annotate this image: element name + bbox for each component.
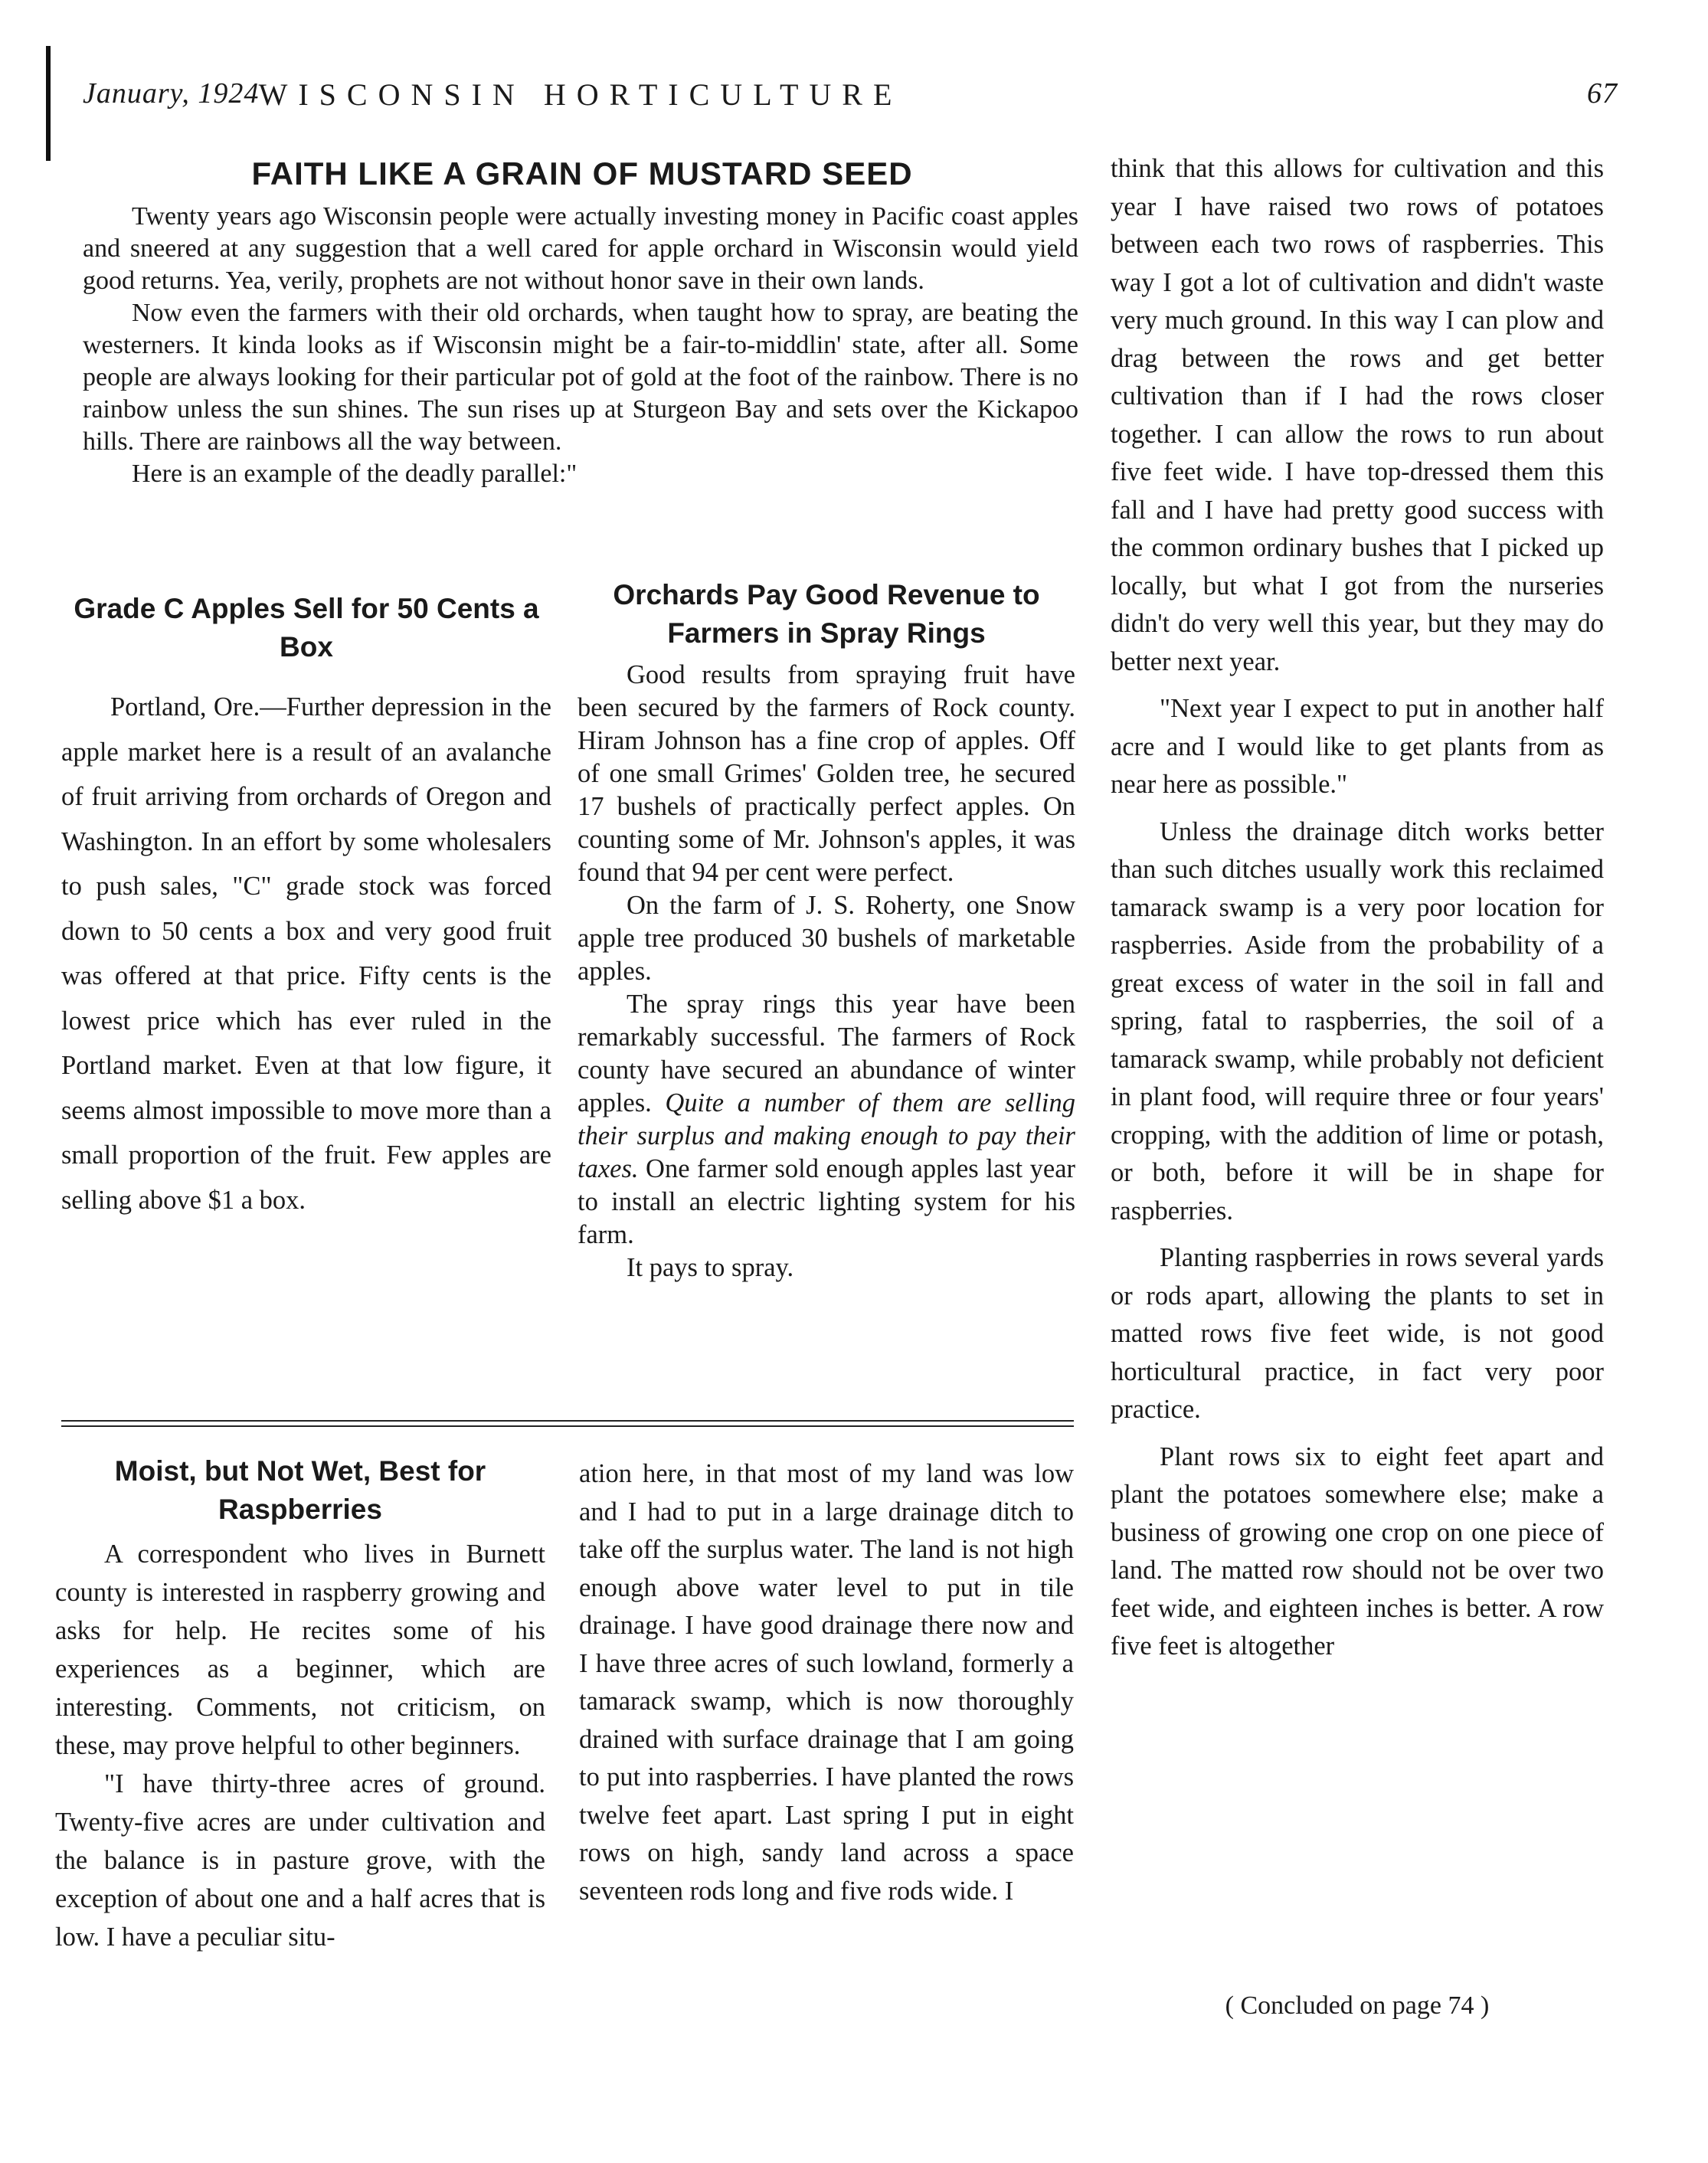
paragraph: ation here, in that most of my land was low and I had to put in a large drainage ditch to take off the surplus water. The land is not high enough above water level to put in tile drainage. I have good drainage there now and I have three acres of such lowland, formerly a tamarack swamp, which is now thoroughly drained with surface drainage that I am going to put into raspberries. I have planted the rows twelve feet apart. Last spring I put in eight rows on high, sandy land across a space seventeen rods long and five rods wide. I <box>579 1459 1074 1906</box>
faith-article-body <box>83 201 1078 490</box>
text-run: One farmer sold enough apples last year to install an electric lighting system for his farm. <box>578 1154 1075 1249</box>
orchards-article-title: Orchards Pay Good Revenue to Farmers in Spray Rings <box>613 579 1040 649</box>
paragraph: Now even the farmers with their old orchards, when taught how to spray, are beating the westerners. It kinda looks as if Wisconsin might be a fair-to-middlin' state, after all. Some people are always looking for their particular pot of gold at the foot of the rainbow. There is no rainbow unless the sun shines. The sun rises up at Sturgeon Bay and sets over the Kickapoo hills. There are rainbows all the way between. <box>83 299 1078 456</box>
continued-note: ( Concluded on page 74 ) <box>1225 1991 1490 2020</box>
paragraph: Unless the drainage ditch works better than such ditches usually work this reclaimed tamarack swamp is a very poor location for raspberries. Aside from the probability of a great excess of water in the soil in fall and spring, fatal to raspberries, the soil of a tamarack swamp, while probably not deficient in plant food, will require three or four years' cropping, with the addition of lime or potash, or both, before it will be in shape for raspberries. <box>1111 816 1604 1225</box>
raspberries-article-title: Moist, but Not Wet, Best for Raspberries <box>114 1455 486 1525</box>
paragraph: Here is an example of the deadly parallel:" <box>132 460 578 488</box>
paragraph: Good results from spraying fruit have been secured by the farmers of Rock county. Hiram Johnson has a fine crop of apples. Off of one small Grimes' Golden tree, he secured 17 bushels of practically perfect apples. On counting some of Mr. Johnson's apples, it was found that 94 per cent were perfect. <box>578 660 1075 887</box>
paragraph: "I have thirty-three acres of ground. Twenty-five acres are under cultivation and the balance is in pasture grove, with the exception of about one and a half acres that is low. I have a peculiar situ- <box>55 1769 545 1952</box>
orchards-article <box>578 576 1075 1284</box>
paragraph <box>578 988 1075 1252</box>
faith-article-title: FAITH LIKE A GRAIN OF MUSTARD SEED <box>251 155 913 191</box>
section-divider <box>61 1420 1074 1427</box>
paragraph: Plant rows six to eight feet apart and plant the potatoes somewhere else; make a business of growing one crop on one piece of land. The matted row should not be over two feet wide, and eighteen inches is better. A row five feet is altogether <box>1111 1441 1604 1661</box>
paragraph: It pays to spray. <box>627 1253 794 1282</box>
paragraph: think that this allows for cultivation and this year I have raised two rows of potatoes between each two rows of raspberries. This way I got a lot of cultivation and didn't waste very much ground. In this way I can plow and drag between the rows and get better cultivation than if I had the rows closer together. I can allow the rows to run about five feet wide. I have top-dressed them this fall and I have had pretty good success with the common ordinary bushes that I picked up locally, but what I got from the nurseries didn't do very well this year, but they may do better next year. <box>1111 154 1604 676</box>
raspberries-article-col3 <box>1111 150 1604 1675</box>
raspberries-article-col1 <box>55 1452 545 1956</box>
paragraph: Twenty years ago Wisconsin people were actually investing money in Pacific coast apples and sneered at any suggestion that a well cared for apple orchard in Wisconsin would yield good returns. Yea, verily, prophets are not without honor save in their own lands. <box>83 202 1078 295</box>
text-run: The spray rings this year have been remarkably successful. The farmers of Rock county have secured an abundance of winter apples. <box>578 990 1075 1117</box>
journal-title: WISCONSIN HORTICULTURE <box>258 77 903 112</box>
page-number: 67 <box>1587 77 1618 110</box>
issue-date: January, 1924 <box>83 77 260 110</box>
raspberries-article-col2 <box>579 1455 1074 1910</box>
paragraph: "Next year I expect to put in another half acre and I would like to get plants from as near here as possible." <box>1111 694 1604 799</box>
paragraph: Portland, Ore.—Further depression in the apple market here is a result of an avalanche of fruit arriving from orchards of Oregon and Washington. In an effort by some wholesalers to push sales, "C" grade stock was forced down to 50 cents a box and very good fruit was offered at that price. Fifty cents is the lowest price which has ever ruled in the Portland market. Even at that low figure, it seems almost impossible to move more than a small proportion of the fruit. Few apples are selling above $1 a box. <box>61 692 551 1215</box>
paragraph: Planting raspberries in rows several yards or rods apart, allowing the plants to set in matted rows five feet wide, is not good horticultural practice, in fact very poor practice. <box>1111 1243 1604 1424</box>
grade-c-article-title: Grade C Apples Sell for 50 Cents a Box <box>74 593 539 663</box>
paragraph: On the farm of J. S. Roherty, one Snow apple tree produced 30 bushels of marketable apples. <box>578 891 1075 986</box>
paragraph: A correspondent who lives in Burnett county is interested in raspberry growing and asks for help. He recites some of his experiences as a beginner, which are interesting. Comments, not criticism, on these, may prove helpful to other beginners. <box>55 1540 545 1760</box>
grade-c-article <box>61 590 551 1222</box>
italic-text-run: Quite a number of them are selling their surplus and making enough to pay their taxes. <box>578 1088 1076 1183</box>
